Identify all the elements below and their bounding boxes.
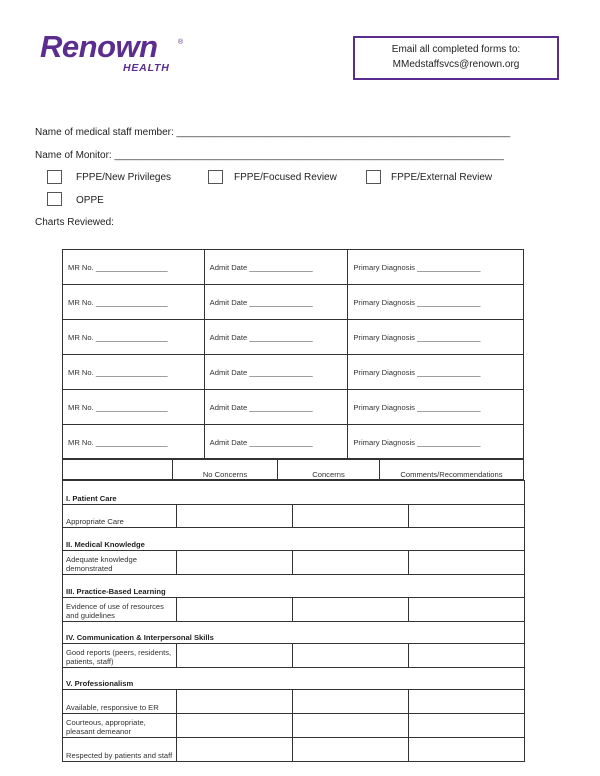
no-concerns-cell[interactable] <box>177 690 293 714</box>
comments-cell[interactable] <box>409 738 525 762</box>
item-courteous-demeanor: Courteous, appropriate, pleasant demeanor <box>63 714 177 738</box>
item-adequate-knowledge: Adequate knowledge demonstrated <box>63 551 177 575</box>
fppe-new-privileges-label: FPPE/New Privileges <box>76 172 172 183</box>
item-available-responsive: Available, responsive to ER <box>63 690 177 714</box>
logo-wordmark: Renown <box>40 29 158 64</box>
section-medical-knowledge: II. Medical Knowledge <box>63 528 525 551</box>
logo-registered-mark: ® <box>178 39 184 46</box>
no-concerns-cell[interactable] <box>177 738 293 762</box>
evaluation-item-row <box>63 714 525 738</box>
concerns-cell[interactable] <box>293 738 409 762</box>
chart-row <box>63 285 524 320</box>
oppe-checkbox[interactable] <box>47 192 62 206</box>
medical-staff-member-field[interactable]: Name of medical staff member: ____________________________________________________________ <box>35 127 511 138</box>
section-practice-based-learning: III. Practice-Based Learning <box>63 575 525 598</box>
no-concerns-cell[interactable] <box>177 598 293 622</box>
primary-diagnosis-field[interactable]: Primary Diagnosis _______________ <box>348 355 524 390</box>
evaluation-table <box>62 480 525 762</box>
mr-number-field[interactable]: MR No. _________________ <box>63 285 205 320</box>
admit-date-field[interactable]: Admit Date _______________ <box>204 390 348 425</box>
item-good-reports: Good reports (peers, residents, patients, staff) <box>63 644 177 668</box>
section-row <box>63 481 525 505</box>
concerns-cell[interactable] <box>293 644 409 668</box>
section-row <box>63 668 525 690</box>
admit-date-field[interactable]: Admit Date _______________ <box>204 285 348 320</box>
monitor-name-field[interactable]: Name of Monitor: ______________________________________________________________________ <box>35 150 504 161</box>
admit-date-field[interactable]: Admit Date _______________ <box>204 425 348 460</box>
primary-diagnosis-field[interactable]: Primary Diagnosis _______________ <box>348 250 524 285</box>
fppe-focused-review-checkbox[interactable] <box>208 170 223 184</box>
comments-cell[interactable] <box>409 644 525 668</box>
section-professionalism: V. Professionalism <box>63 668 525 690</box>
fppe-external-review-label: FPPE/External Review <box>391 172 493 183</box>
evaluation-item-row <box>63 690 525 714</box>
primary-diagnosis-field[interactable]: Primary Diagnosis _______________ <box>348 390 524 425</box>
charts-reviewed-table <box>62 249 524 460</box>
email-instructions-text: Email all completed forms to: <box>391 44 521 55</box>
evaluation-item-row <box>63 738 525 762</box>
no-concerns-cell[interactable] <box>177 644 293 668</box>
comments-cell[interactable] <box>409 690 525 714</box>
mr-number-field[interactable]: MR No. _________________ <box>63 390 205 425</box>
concerns-cell[interactable] <box>293 598 409 622</box>
primary-diagnosis-field[interactable]: Primary Diagnosis _______________ <box>348 320 524 355</box>
admit-date-field[interactable]: Admit Date _______________ <box>204 355 348 390</box>
admit-date-field[interactable]: Admit Date _______________ <box>204 250 348 285</box>
chart-row <box>63 355 524 390</box>
section-row <box>63 575 525 598</box>
evaluation-header-row <box>62 458 524 480</box>
chart-row <box>63 390 524 425</box>
comments-cell[interactable] <box>409 598 525 622</box>
admit-date-field[interactable]: Admit Date _______________ <box>204 320 348 355</box>
oppe-label: OPPE <box>76 195 104 206</box>
section-row <box>63 622 525 644</box>
logo-subtitle: HEALTH <box>123 62 170 74</box>
fppe-new-privileges-checkbox[interactable] <box>47 170 62 184</box>
section-communication: IV. Communication & Interpersonal Skills <box>63 622 525 644</box>
no-concerns-cell[interactable] <box>177 714 293 738</box>
section-patient-care: I. Patient Care <box>63 481 525 505</box>
comments-cell[interactable] <box>409 714 525 738</box>
header-blank-cell <box>62 458 173 480</box>
chart-row <box>63 320 524 355</box>
evaluation-item-row <box>63 598 525 622</box>
item-evidence-of-resources: Evidence of use of resources and guidelines <box>63 598 177 622</box>
header-no-concerns: No Concerns <box>172 458 278 480</box>
header-comments: Comments/Recommendations <box>379 458 524 480</box>
evaluation-item-row <box>63 505 525 528</box>
no-concerns-cell[interactable] <box>177 505 293 528</box>
section-row <box>63 528 525 551</box>
primary-diagnosis-field[interactable]: Primary Diagnosis _______________ <box>348 285 524 320</box>
primary-diagnosis-field[interactable]: Primary Diagnosis _______________ <box>348 425 524 460</box>
chart-row <box>63 425 524 460</box>
concerns-cell[interactable] <box>293 551 409 575</box>
chart-row <box>63 250 524 285</box>
fppe-focused-review-label: FPPE/Focused Review <box>234 172 337 183</box>
concerns-cell[interactable] <box>293 505 409 528</box>
mr-number-field[interactable]: MR No. _________________ <box>63 250 205 285</box>
renown-health-logo <box>40 30 190 80</box>
comments-cell[interactable] <box>409 505 525 528</box>
concerns-cell[interactable] <box>293 690 409 714</box>
header-concerns: Concerns <box>277 458 380 480</box>
evaluation-item-row <box>63 551 525 575</box>
email-address: MMedstaffsvcs@renown.org <box>392 59 520 70</box>
comments-cell[interactable] <box>409 551 525 575</box>
mr-number-field[interactable]: MR No. _________________ <box>63 355 205 390</box>
charts-reviewed-label: Charts Reviewed: <box>35 217 114 228</box>
mr-number-field[interactable]: MR No. _________________ <box>63 425 205 460</box>
email-instructions-box <box>353 36 559 80</box>
evaluation-item-row <box>63 644 525 668</box>
item-appropriate-care: Appropriate Care <box>63 505 177 528</box>
no-concerns-cell[interactable] <box>177 551 293 575</box>
mr-number-field[interactable]: MR No. _________________ <box>63 320 205 355</box>
concerns-cell[interactable] <box>293 714 409 738</box>
fppe-external-review-checkbox[interactable] <box>366 170 381 184</box>
item-respected-by-patients: Respected by patients and staff <box>63 738 177 762</box>
